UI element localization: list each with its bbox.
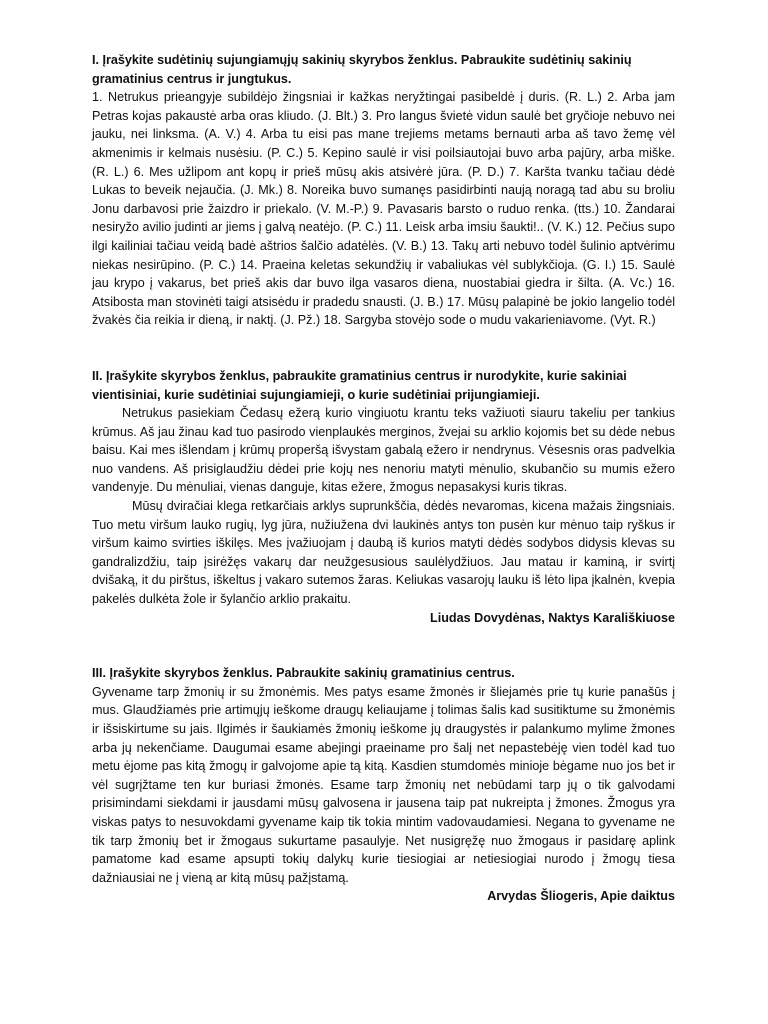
- exercise-3: [92, 664, 675, 906]
- exercise-1-heading: I. Įrašykite sudėtinių sujungiamųjų sakinių skyrybos ženklus. Pabraukite sudėtinių sakinių gramatinius centrus ir jungtukus.: [92, 53, 632, 86]
- exercise-3-heading: III. Įrašykite skyrybos ženklus. Pabraukite sakinių gramatinius centrus.: [92, 666, 515, 681]
- exercise-2-heading: II. Įrašykite skyrybos ženklus, pabraukite gramatinius centrus ir nurodykite, kurie sakiniai vientisiniai, kurie sudėtiniai sujungiamieji, o kurie sudėtiniai prijungiamieji.: [92, 368, 627, 402]
- exercise-3-text: Gyvename tarp žmonių ir su žmonėmis. Mes patys esame žmonės ir šliejamės prie tų kurie panašūs į mus. Glaudžiamės prie artimųjų ieškome draugų keliaujame į tolimas šalis kad susitiktume su žmonėmis ir išsiskirtume su jais. Ilgimės ir šaukiamės žmonių ieškome jų draugystės ir palankumo mylime žmones arba jų nekenčiame. Daugumai esame abejingi praeiname pro šalį net nepastebėję vien todėl kad tuo metu ėjome pas kitą žmogų ir galvojome apie tą kitą. Kasdien stumdomės minioje bėgame nuo jos bet ir vėl sugrįžtame ten kur buriasi žmonės. Esame tarp žmonių net nebūdami tarp jų o tik galvodami prisimindami siekdami ir jausdami mūsų galvosena ir jausena taip pat nukreipta į žmones. Žmogus yra viskas patys to nesuvokdami gyvename kaip tik tokia mintim vadovaudamiesi. Negana to gyvename ne tik tarp žmonių bet ir žmogaus sukurtame pasaulyje. Net nusigręžę nuo žmogaus ir pasidarę aplink pamatome kad esame apsupti tokių dalykų kurie tiesiogiai ar netiesiogiai nurodo į žmogų tiesa dažniausiai ne į vieną ar kitą mūsų pažįstamą.: [92, 684, 675, 885]
- worksheet-page: [92, 51, 675, 906]
- section-spacer: [92, 330, 675, 367]
- section-spacer: [92, 627, 675, 664]
- exercise-2-source: Liudas Dovydėnas, Naktys Karališkiuose: [430, 610, 675, 625]
- exercise-1: [92, 51, 675, 330]
- exercise-2-paragraph-1: Netrukus pasiekiam Čedasų ežerą kurio vingiuotu krantu teks važiuoti siauru takeliu per tankius krūmus. Aš jau žinau kad tuo pasirodo vienplaukės merginos, žvejai su arklio kojomis bet su dėde nebus baisu. Kai mes išlendam į krūmų properšą išvystam gabalą ežero ir nendrynus. Vėsesnis oras padvelkia nuo vandens. Aš prisiglaudžiu dėdei prie kojų nes nenoriu matyti mėnulio, skubančio su mumis ežero vandenyje. Du mėnuliai, vienas danguje, kitas ežere, žmogus nepasakysi kuris tikras.: [92, 406, 675, 495]
- exercise-3-source: Arvydas Šliogeris, Apie daiktus: [487, 889, 675, 904]
- exercise-2: [92, 367, 675, 627]
- exercise-2-paragraph-2: Mūsų dviračiai klega retkarčiais arklys suprunkščia, dėdės nevaromas, kicena mažais žingsniais. Tuo metu viršum lauko rugių, lyg jūra, nužiužena dvi laukinės antys ton pusėn kur mėnuo taip ryškus ir viršum kaimo svirties iškilęs. Mes įvažiuojam į daubą iš kurios matyti dėdės sodybos didysis klevas su gandralizdžiu, taip įsirėžęs vakarų dar neužgesusious saulėlydžiuos. Jau matau ir kaminą, ir svirtį dvišaką, it du pirštus, iškeltus į vakaro sutemos žaras. Keliukas vasarojų lauku iš lėto lipa įkalnėn, kvepia pakelės dulkėta žole ir šylančio arklio prakaitu.: [92, 499, 675, 607]
- exercise-1-sentences: 1. Netrukus prieangyje subildėjo žingsniai ir kažkas neryžtingai pasibeldė į duris. (R. L.) 2. Arba jam Petras kojas pakaustė arba oras kliudo. (J. Blt.) 3. Pro langus švietė vidun saulė bet gryčioje nebuvo nei jauku, nei linksma. (A. V.) 4. Arba tu eisi pas mane trejiems metams bernauti arba aš tavo žemę vėl akmenimis ir kelmais nusėsiu. (P. C.) 5. Kepino saulė ir visi poilsiautojai buvo arba pajūry, arba miške. (R. L.) 6. Mes užlipom ant kopų ir prieš mūsų akis atsivėrė jūra. (P. D.) 7. Karšta tvanku tačiau dėdė Lukas to beveik nejaučia. (J. Mk.) 8. Noreika buvo sumanęs pasidirbinti naują noragą tad abu su broliu Jonu darbavosi prie žaizdro ir priekalo. (V. M.-P.) 9. Pavasaris barsto o ruduo renka. (tts.) 10. Žandarai nesiryžo avilio judinti ar jiems į galvą neatėjo. (P. C.) 11. Leisk arba imsiu šaukti!.. (V. K.) 12. Pečius supo ilgi kailiniai tačiau veidą badė aštrios šalčio adatėlės. (V. B.) 13. Takų arti nebuvo todėl šulinio aptvėrimu niekas nesirūpino. (P. C.) 14. Praeina keletas sekundžių ir vabaliukas vėl sublykčioja. (G. I.) 15. Saulė jau krypo į vakarus, bet prieš akis dar buvo ilga vasaros diena, nuostabiai giedra ir šilta. (A. Vc.) 16. Atsibosta man stovinėti taigi atsisėdu ir pradedu snausti. (J. B.) 17. Mūsų palapinė be jokio langelio todėl žvakės čia reikia ir dieną, ir naktį. (J. Pž.) 18. Sargyba stovėjo sode o mudu vakarieniavome. (Vyt. R.): [92, 90, 675, 328]
